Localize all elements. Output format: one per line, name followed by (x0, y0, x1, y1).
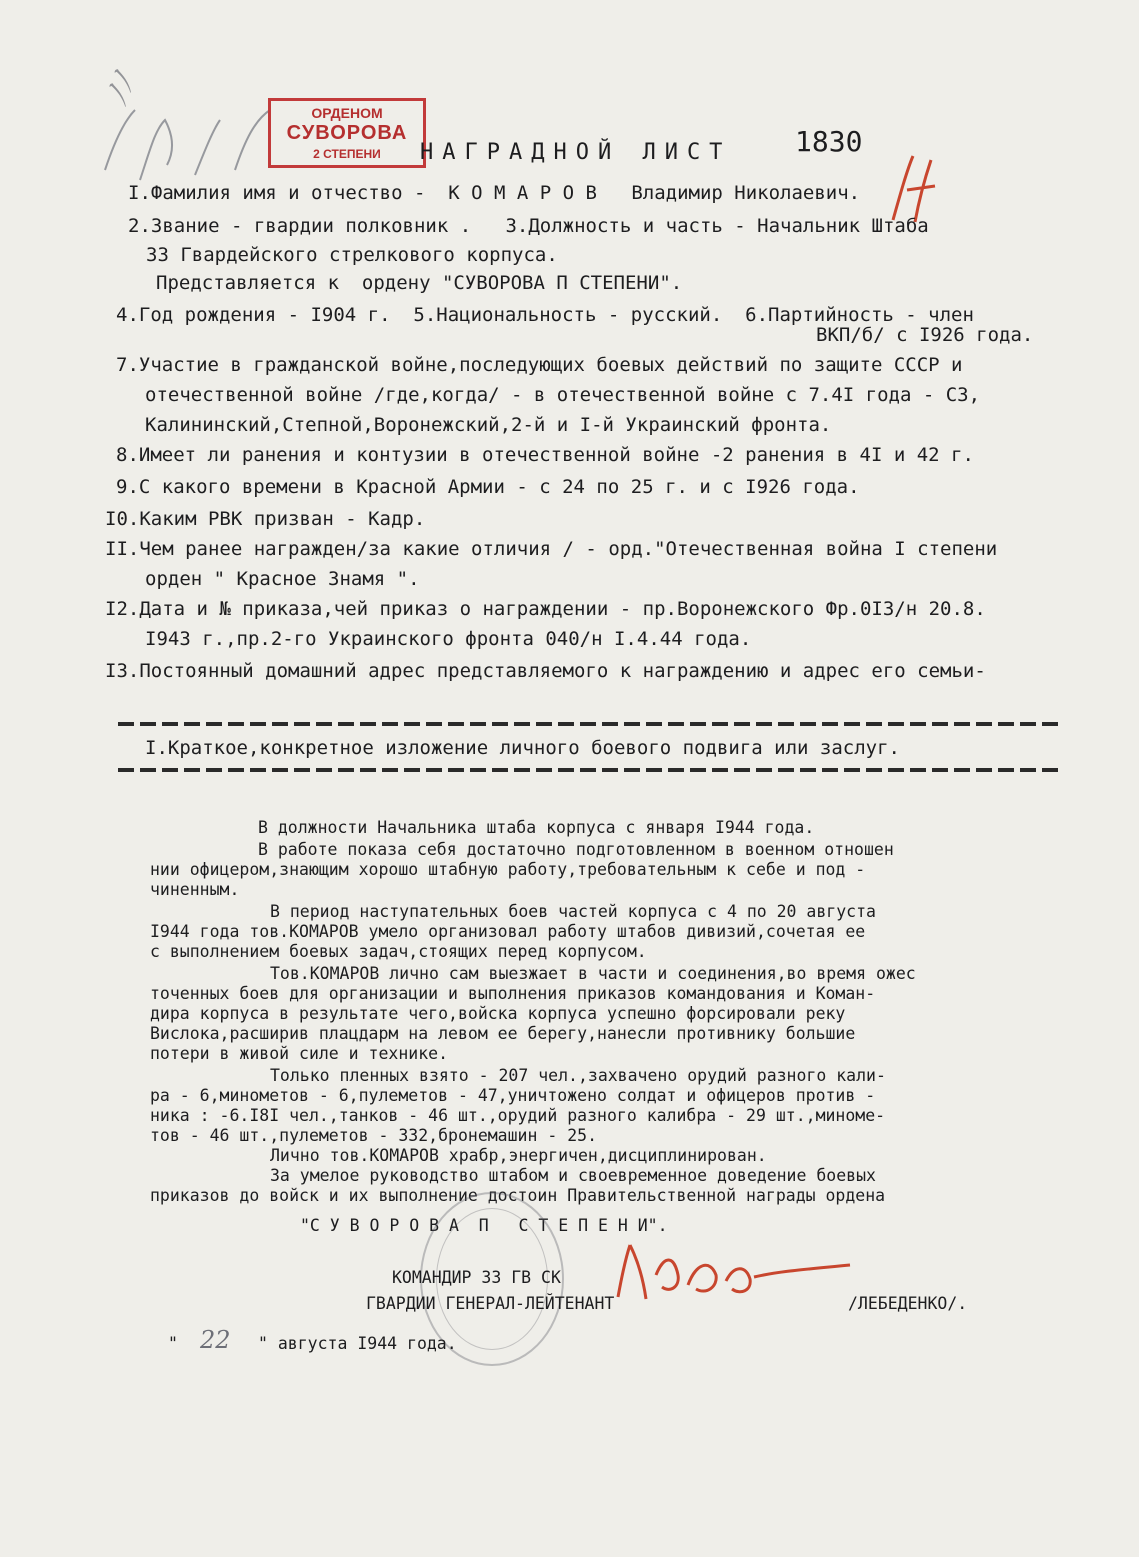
dashed-rule-bottom (118, 768, 1058, 772)
dashed-rule-top (118, 722, 1058, 726)
field-line: отечественной войне /где,когда/ - в отечественной войне с 7.4I года - СЗ, (145, 384, 981, 406)
section-heading: I.Краткое,конкретное изложение личного боевого подвига или заслуг. (145, 737, 900, 759)
body-line: тов - 46 шт.,пулеметов - 332,бронемашин - 25. (150, 1126, 598, 1145)
body-line: Тов.КОМАРОВ лично сам выезжает в части и соединения,во время ожес (270, 964, 916, 983)
body-line: ника : -6.I8I чел.,танков - 46 шт.,орудий разного калибра - 29 шт.,миноме- (150, 1106, 886, 1125)
stamp-line-2: СУВОРОВА (286, 122, 408, 144)
stamp-line-1: ОРДЕНОМ (311, 105, 383, 121)
body-line: I944 года тов.КОМАРОВ умело организовал работу штабов дивизий,сочетая ее (150, 922, 866, 941)
field-line: 9.С какого времени в Красной Армии - с 24 по 25 г. и с I926 года. (116, 476, 860, 498)
field-line: 33 Гвардейского стрелкового корпуса. (146, 244, 558, 266)
body-line: "С У В О Р О В А П С Т Е П Е Н И". (300, 1216, 668, 1235)
margin-pencil-note: ﾉﾉ (99, 69, 143, 110)
field-line: I0.Каким РВК призван - Кадр. (105, 508, 426, 530)
body-line: потери в живой силе и технике. (150, 1044, 449, 1063)
field-line: 8.Имеет ли ранения и контузии в отечественной войне -2 ранения в 4I и 42 г. (116, 444, 974, 466)
body-line: В работе показа себя достаточно подготовленном в военном отношен (258, 840, 894, 859)
field-line: 7.Участие в гражданской войне,последующих боевых действий по защите СССР и (116, 354, 963, 376)
body-line: дира корпуса в результате чего,войска корпуса успешно форсировали реку (150, 1004, 846, 1023)
field-line: Представляется к ордену "СУВОРОВА П СТЕПЕНИ". (156, 272, 683, 294)
body-line: За умелое руководство штабом и своевременное доведение боевых (270, 1166, 876, 1185)
field-line: I.Фамилия имя и отчество - К О М А Р О В Владимир Николаевич. (128, 182, 861, 204)
body-line: ра - 6,минометов - 6,пулеметов - 47,уничтожено солдат и офицеров против - (150, 1086, 876, 1105)
body-line: нии офицером,знающим хорошо штабную работу,требовательным к себе и под - (150, 860, 866, 879)
field-line: 2.Звание - гвардии полковник . 3.Должность и часть - Начальник Штаба (128, 215, 929, 237)
document-number: 1830 (795, 125, 863, 158)
body-line: чиненным. (150, 880, 240, 899)
signature-rank: ГВАРДИИ ГЕНЕРАЛ-ЛЕЙТЕНАНТ (366, 1294, 615, 1313)
body-line: точенных боев для организации и выполнения приказов командования и Коман- (150, 984, 876, 1003)
field-line: орден " Красное Знамя ". (145, 568, 420, 590)
body-line: В период наступательных боев частей корпуса с 4 по 20 августа (270, 902, 876, 921)
field-line: 4.Год рождения - I904 г. 5.Национальность - русский. 6.Партийность - член (116, 304, 974, 326)
order-stamp (268, 98, 426, 168)
date-open-quote: " (168, 1334, 178, 1353)
signature-title: КОМАНДИР 33 ГВ СК (392, 1268, 561, 1287)
body-line: Вислока,расширив плацдарм на левом ее берегу,нанесли противнику большие (150, 1024, 856, 1043)
field-line: I2.Дата и № приказа,чей приказ о награждении - пр.Воронежского Фр.0I3/н 20.8. (105, 598, 986, 620)
body-line: приказов до войск и их выполнение достоин Правительственной награды ордена (150, 1186, 886, 1205)
field-line: I3.Постоянный домашний адрес представляемого к награждению и адрес его семьи- (105, 660, 986, 682)
body-line: В должности Начальника штаба корпуса с января I944 года. (258, 818, 815, 837)
signature-name: /ЛЕБЕДЕНКО/. (848, 1294, 968, 1313)
body-line: Только пленных взято - 207 чел.,захвачено орудий разного кали- (270, 1066, 886, 1085)
body-line: с выполнением боевых задач,стоящих перед корпусом. (150, 942, 647, 961)
date-day: 22 (200, 1326, 231, 1354)
date-rest: " августа I944 года. (258, 1334, 457, 1353)
field-line: ВКП/б/ с I926 года. (816, 324, 1034, 346)
field-line: I943 г.,пр.2-го Украинского фронта 040/н I.4.44 года. (145, 628, 752, 650)
body-line: Лично тов.КОМАРОВ храбр,энергичен,дисциплинирован. (270, 1146, 767, 1165)
document-title: НАГРАДНОЙ ЛИСТ (420, 140, 732, 165)
field-line: II.Чем ранее награжден/за какие отличия / - орд."Отечественная война I степени (105, 538, 998, 560)
field-line: Калининский,Степной,Воронежский,2-й и I-й Украинский фронта. (145, 414, 832, 436)
handwritten-signature (600, 1235, 860, 1315)
stamp-line-3: 2 СТЕПЕНИ (313, 147, 381, 161)
